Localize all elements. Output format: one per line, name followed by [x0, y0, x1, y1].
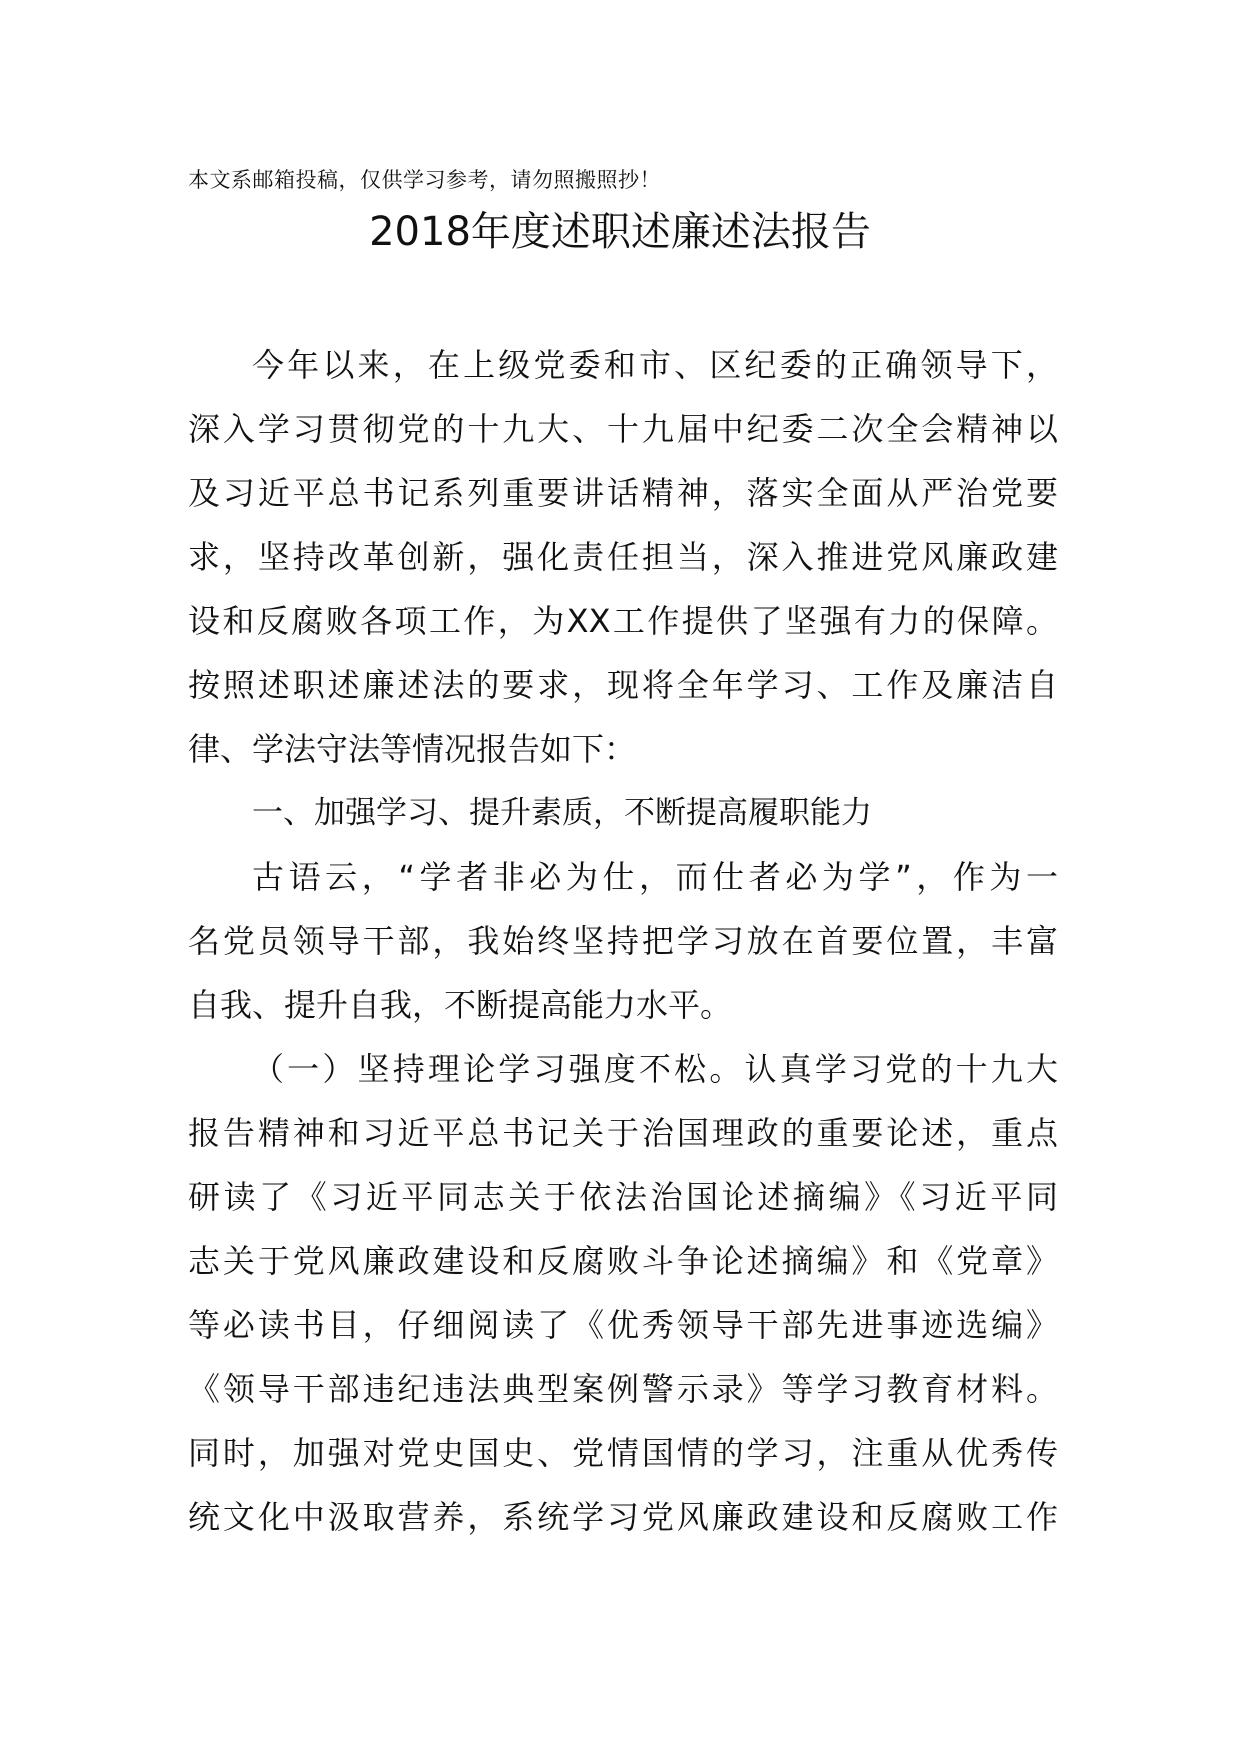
- paragraph-line: 深入学习贯彻党的十九大、十九届中纪委二次全会精神以: [188, 410, 1058, 448]
- paragraph-line: 统文化中汲取营养，系统学习党风廉政建设和反腐败工作: [188, 1498, 1058, 1536]
- paragraph-line: 求，坚持改革创新，强化责任担当，深入推进党风廉政建: [188, 538, 1058, 576]
- paragraph-line: （一）坚持理论学习强度不松。认真学习党的十九大: [252, 1050, 1058, 1088]
- section-heading: 一、加强学习、提升素质，不断提高履职能力: [252, 795, 872, 831]
- submission-notice: 本文系邮箱投稿，仅供学习参考，请勿照搬照抄！: [188, 168, 661, 192]
- paragraph-line: 志关于党风廉政建设和反腐败斗争论述摘编》和《党章》: [188, 1242, 1058, 1280]
- paragraph-line: 报告精神和习近平总书记关于治国理政的重要论述，重点: [188, 1114, 1058, 1152]
- paragraph-line: 今年以来，在上级党委和市、区纪委的正确领导下，: [252, 346, 1058, 384]
- paragraph-line: 名党员领导干部，我始终坚持把学习放在首要位置，丰富: [188, 922, 1058, 960]
- paragraph-line: 及习近平总书记系列重要讲话精神，落实全面从严治党要: [188, 474, 1058, 512]
- report-title: 2018年度述职述廉述法报告: [369, 209, 871, 255]
- paragraph-line: 同时，加强对党史国史、党情国情的学习，注重从优秀传: [188, 1434, 1058, 1472]
- paragraph-line: 古语云，“学者非必为仕，而仕者必为学”，作为一: [252, 858, 1058, 896]
- paragraph-line: 等必读书目，仔细阅读了《优秀领导干部先进事迹选编》: [188, 1306, 1058, 1344]
- paragraph-line: 按照述职述廉述法的要求，现将全年学习、工作及廉洁自: [188, 666, 1058, 704]
- report-body: [188, 333, 1058, 1549]
- paragraph-line: 设和反腐败各项工作，为XX工作提供了坚强有力的保障。: [188, 602, 1058, 640]
- paragraph-line: 研读了《习近平同志关于依法治国论述摘编》《习近平同: [188, 1178, 1058, 1216]
- paragraph-line: 律、学法守法等情况报告如下：: [188, 730, 637, 768]
- paragraph-line: 《领导干部违纪违法典型案例警示录》等学习教育材料。: [188, 1370, 1058, 1408]
- paragraph-line: 自我、提升自我，不断提高能力水平。: [188, 986, 733, 1024]
